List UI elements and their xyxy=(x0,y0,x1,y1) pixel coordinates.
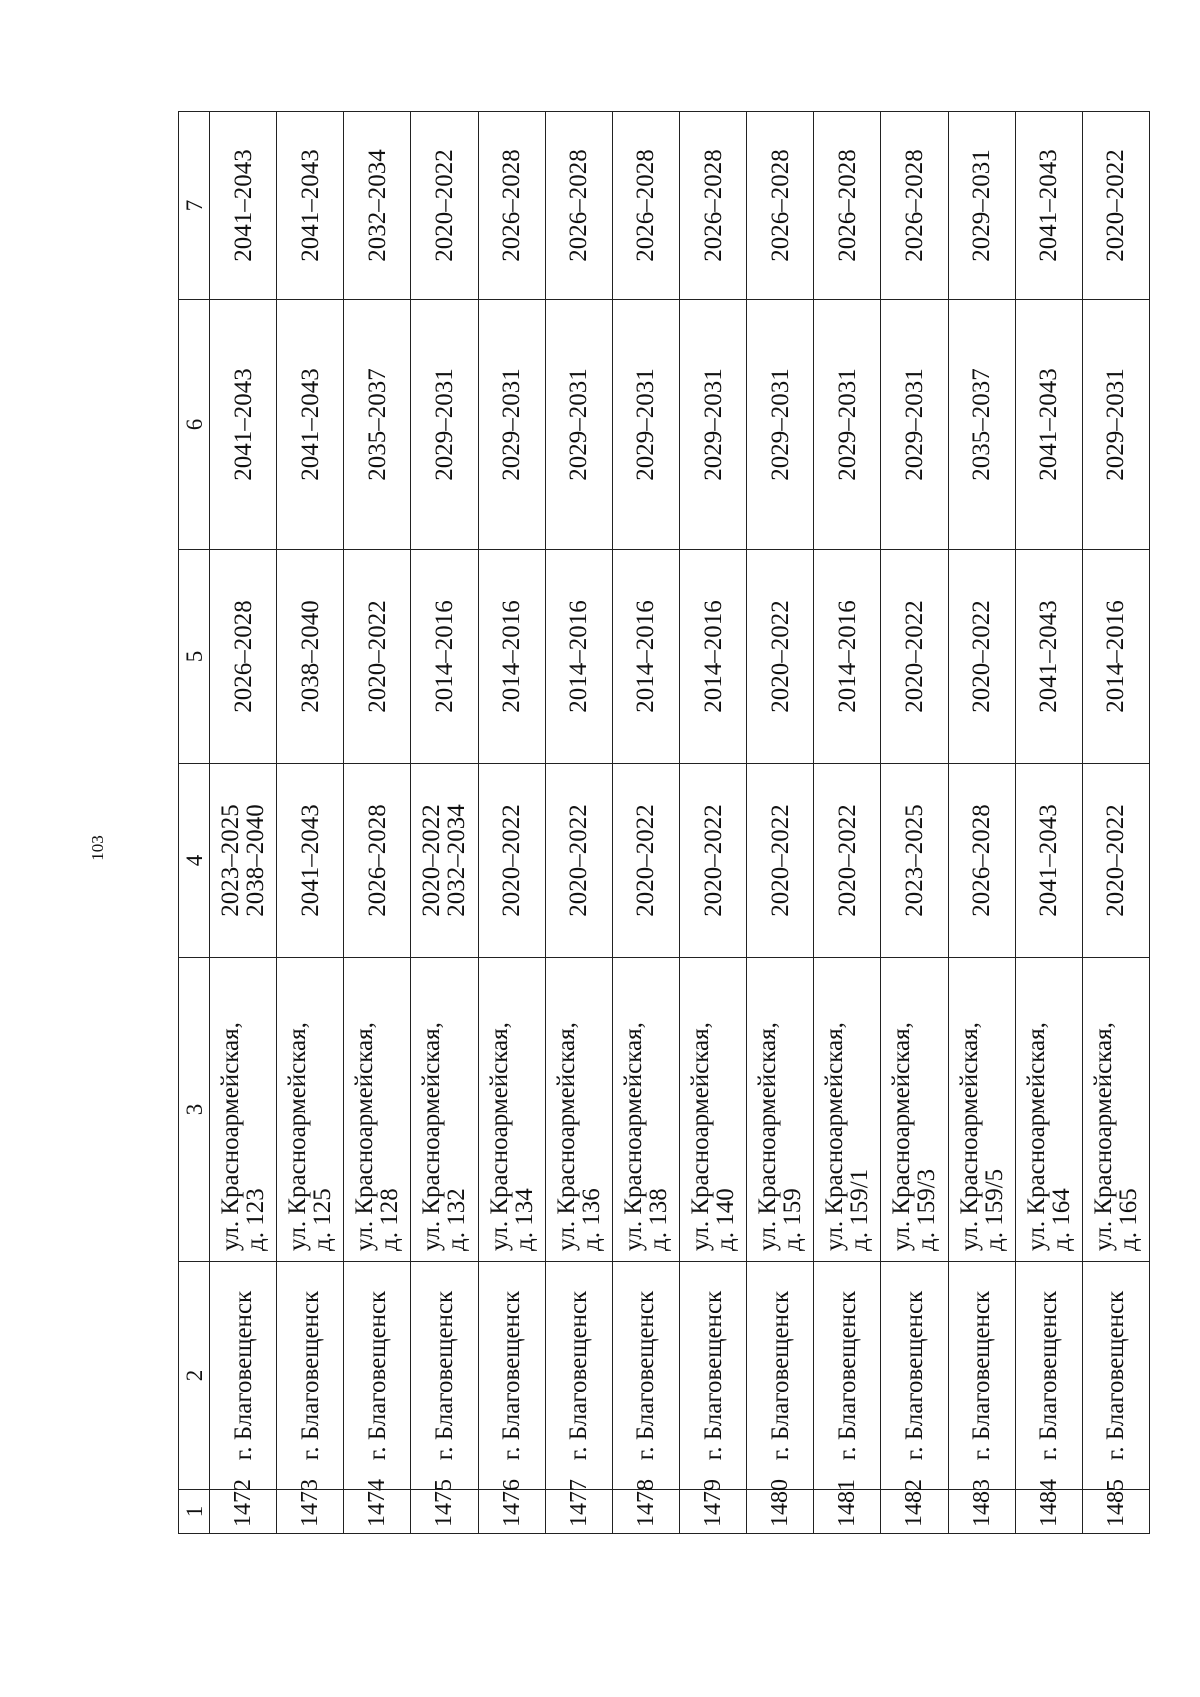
column-6-period: 2029–2031 xyxy=(900,368,928,481)
column-header-2: 2 xyxy=(179,1262,210,1490)
column-7-cell xyxy=(545,112,612,300)
table-row xyxy=(411,112,478,1534)
column-header-3: 3 xyxy=(179,958,210,1262)
column-header-5: 5 xyxy=(179,550,210,764)
column-6-period: 2029–2031 xyxy=(498,368,526,481)
column-4-period: 2026–2028 xyxy=(363,804,391,917)
column-5-period: 2020–2022 xyxy=(766,600,794,713)
column-4-cell xyxy=(679,764,746,958)
column-7-period: 2026–2028 xyxy=(498,149,526,262)
column-7-period: 2029–2031 xyxy=(968,149,996,262)
page-number: 103 xyxy=(88,835,107,861)
city: г. Благовещенск xyxy=(1102,1290,1130,1461)
column-4-period: 2041–2043 xyxy=(1035,804,1063,917)
address-cell xyxy=(881,958,948,1262)
column-4-period: 2020–2022 xyxy=(498,804,526,917)
row-number: 1473 xyxy=(297,1479,324,1527)
column-7-period: 2020–2022 xyxy=(1102,149,1130,262)
column-5-period: 2020–2022 xyxy=(363,600,391,713)
column-header-7: 7 xyxy=(179,112,210,300)
column-5-cell xyxy=(210,550,277,764)
column-5-period: 2041–2043 xyxy=(1035,600,1063,713)
column-6-period: 2029–2031 xyxy=(565,368,593,481)
street: ул. Красноармейская, xyxy=(687,1022,715,1251)
column-7-cell xyxy=(612,112,679,300)
row-number-cell xyxy=(881,1479,948,1534)
address-cell xyxy=(411,958,478,1262)
row-number: 1483 xyxy=(968,1479,995,1527)
table-row xyxy=(948,112,1015,1534)
row-number-cell xyxy=(612,1479,679,1534)
city-cell xyxy=(948,1262,1015,1490)
column-4-period: 2020–2022 xyxy=(565,804,593,917)
column-7-period: 2026–2028 xyxy=(632,149,660,262)
house-number: д. 165 xyxy=(1114,1188,1142,1251)
street: ул. Красноармейская, xyxy=(955,1022,983,1251)
city-cell xyxy=(277,1262,344,1490)
row-number-cell xyxy=(478,1479,545,1534)
house-number: д. 138 xyxy=(644,1188,672,1251)
city: г. Благовещенск xyxy=(565,1290,593,1461)
row-number: 1485 xyxy=(1102,1479,1129,1527)
street: ул. Красноармейская, xyxy=(1089,1022,1117,1251)
row-number: 1479 xyxy=(700,1479,727,1527)
city-cell xyxy=(344,1262,411,1490)
column-4-period: 2026–2028 xyxy=(968,804,996,917)
column-7-period: 2020–2022 xyxy=(430,149,458,262)
rotated-table-frame xyxy=(178,112,1150,1534)
street: ул. Красноармейская, xyxy=(619,1022,647,1251)
column-6-period: 2035–2037 xyxy=(363,368,391,481)
table-row xyxy=(1015,112,1082,1534)
row-number-cell xyxy=(344,1479,411,1534)
table-row xyxy=(545,112,612,1534)
street: ул. Красноармейская, xyxy=(1022,1022,1050,1251)
table-row xyxy=(277,112,344,1534)
column-4-cell xyxy=(478,764,545,958)
city-cell xyxy=(612,1262,679,1490)
street: ул. Красноармейская, xyxy=(418,1022,446,1251)
column-5-cell xyxy=(814,550,881,764)
column-4-cell xyxy=(1015,764,1082,958)
column-5-period: 2014–2016 xyxy=(430,600,458,713)
city: г. Благовещенск xyxy=(229,1290,257,1461)
column-6-period: 2029–2031 xyxy=(1102,368,1130,481)
house-number: д. 134 xyxy=(510,1188,538,1251)
city: г. Благовещенск xyxy=(1035,1290,1063,1461)
row-number-cell xyxy=(1082,1479,1149,1534)
address-cell xyxy=(210,958,277,1262)
city: г. Благовещенск xyxy=(430,1290,458,1461)
row-number-cell xyxy=(679,1479,746,1534)
row-number-cell xyxy=(411,1479,478,1534)
column-6-period: 2029–2031 xyxy=(766,368,794,481)
column-5-cell xyxy=(679,550,746,764)
address-cell xyxy=(747,958,814,1262)
column-6-cell xyxy=(1015,300,1082,550)
column-7-period: 2041–2043 xyxy=(1035,149,1063,262)
column-4-period: 2020–2022 xyxy=(1102,804,1130,917)
column-4-cell xyxy=(411,764,478,958)
column-6-cell xyxy=(545,300,612,550)
row-number: 1482 xyxy=(901,1479,928,1527)
column-7-period: 2026–2028 xyxy=(900,149,928,262)
city: г. Благовещенск xyxy=(296,1290,324,1461)
table-row xyxy=(478,112,545,1534)
city-cell xyxy=(210,1262,277,1490)
row-number: 1474 xyxy=(364,1479,391,1527)
table-row xyxy=(881,112,948,1534)
city-cell xyxy=(814,1262,881,1490)
column-header-4: 4 xyxy=(179,764,210,958)
house-number: д. 159/3 xyxy=(913,1168,941,1251)
house-number: д. 125 xyxy=(309,1188,337,1251)
table-row xyxy=(1082,112,1149,1534)
column-4-period: 2020–2022 xyxy=(766,804,794,917)
street: ул. Красноармейская, xyxy=(888,1022,916,1251)
column-7-period: 2041–2043 xyxy=(229,149,257,262)
column-5-period: 2038–2040 xyxy=(296,600,324,713)
column-7-cell xyxy=(948,112,1015,300)
address-cell xyxy=(814,958,881,1262)
row-number: 1484 xyxy=(1035,1479,1062,1527)
column-7-cell xyxy=(277,112,344,300)
table-row xyxy=(814,112,881,1534)
address-cell xyxy=(344,958,411,1262)
column-5-cell xyxy=(612,550,679,764)
column-5-cell xyxy=(948,550,1015,764)
column-5-cell xyxy=(545,550,612,764)
column-5-period: 2014–2016 xyxy=(498,600,526,713)
column-6-cell xyxy=(344,300,411,550)
column-5-cell xyxy=(478,550,545,764)
city: г. Благовещенск xyxy=(632,1290,660,1461)
column-4-period: 2020–2022 xyxy=(418,804,446,917)
column-5-period: 2014–2016 xyxy=(565,600,593,713)
city: г. Благовещенск xyxy=(363,1290,391,1461)
row-number-cell xyxy=(948,1479,1015,1534)
column-4-cell xyxy=(344,764,411,958)
column-7-period: 2026–2028 xyxy=(833,149,861,262)
address-cell xyxy=(277,958,344,1262)
row-number-cell xyxy=(747,1479,814,1534)
street: ул. Красноармейская, xyxy=(217,1022,245,1251)
house-number: д. 159 xyxy=(779,1188,807,1251)
column-7-cell xyxy=(814,112,881,300)
column-5-period: 2014–2016 xyxy=(699,600,727,713)
column-6-cell xyxy=(277,300,344,550)
address-cell xyxy=(545,958,612,1262)
house-number: д. 128 xyxy=(376,1188,404,1251)
column-6-cell xyxy=(814,300,881,550)
column-7-cell xyxy=(881,112,948,300)
city-cell xyxy=(411,1262,478,1490)
column-6-period: 2029–2031 xyxy=(632,368,660,481)
column-6-period: 2041–2043 xyxy=(1035,368,1063,481)
city: г. Благовещенск xyxy=(498,1290,526,1461)
city: г. Благовещенск xyxy=(833,1290,861,1461)
table-row xyxy=(679,112,746,1534)
column-5-cell xyxy=(344,550,411,764)
row-number: 1475 xyxy=(431,1479,458,1527)
column-5-cell xyxy=(1015,550,1082,764)
house-number: д. 164 xyxy=(1047,1188,1075,1251)
column-7-period: 2026–2028 xyxy=(699,149,727,262)
house-number: д. 132 xyxy=(443,1188,471,1251)
column-4-cell xyxy=(545,764,612,958)
column-5-period: 2014–2016 xyxy=(1102,600,1130,713)
column-6-cell xyxy=(612,300,679,550)
column-6-cell xyxy=(881,300,948,550)
column-4-cell xyxy=(747,764,814,958)
column-7-period: 2026–2028 xyxy=(565,149,593,262)
column-5-cell xyxy=(411,550,478,764)
street: ул. Красноармейская, xyxy=(552,1022,580,1251)
table-row xyxy=(344,112,411,1534)
column-7-cell xyxy=(210,112,277,300)
column-7-cell xyxy=(1082,112,1149,300)
city-cell xyxy=(545,1262,612,1490)
street: ул. Красноармейская, xyxy=(754,1022,782,1251)
row-number: 1480 xyxy=(767,1479,794,1527)
column-6-period: 2029–2031 xyxy=(833,368,861,481)
address-cell xyxy=(612,958,679,1262)
city-cell xyxy=(1082,1262,1149,1490)
column-6-cell xyxy=(478,300,545,550)
city: г. Благовещенск xyxy=(766,1290,794,1461)
address-cell xyxy=(948,958,1015,1262)
row-number: 1477 xyxy=(565,1479,592,1527)
table-row xyxy=(210,112,277,1534)
column-7-period: 2041–2043 xyxy=(296,149,324,262)
column-4-cell xyxy=(612,764,679,958)
row-number-cell xyxy=(545,1479,612,1534)
city-cell xyxy=(881,1262,948,1490)
column-7-cell xyxy=(747,112,814,300)
address-cell xyxy=(478,958,545,1262)
table-row xyxy=(747,112,814,1534)
column-5-period: 2026–2028 xyxy=(229,600,257,713)
house-number: д. 136 xyxy=(577,1188,605,1251)
column-4-cell xyxy=(948,764,1015,958)
rotated-table-container xyxy=(178,112,1150,1534)
column-5-cell xyxy=(747,550,814,764)
city-cell xyxy=(478,1262,545,1490)
column-4-period-extra: 2038–2040 xyxy=(242,804,270,917)
column-6-period: 2041–2043 xyxy=(229,368,257,481)
column-4-cell xyxy=(881,764,948,958)
house-number: д. 159/5 xyxy=(980,1168,1008,1251)
column-6-period: 2035–2037 xyxy=(968,368,996,481)
column-7-cell xyxy=(1015,112,1082,300)
column-5-period: 2020–2022 xyxy=(900,600,928,713)
column-6-period: 2029–2031 xyxy=(699,368,727,481)
row-number-cell xyxy=(210,1479,277,1534)
column-6-period: 2041–2043 xyxy=(296,368,324,481)
column-5-cell xyxy=(881,550,948,764)
header-row xyxy=(179,112,210,1534)
city: г. Благовещенск xyxy=(900,1290,928,1461)
column-4-cell xyxy=(1082,764,1149,958)
house-number: д. 140 xyxy=(712,1188,740,1251)
column-header-1: 1 xyxy=(179,1490,210,1534)
table-row xyxy=(612,112,679,1534)
city-cell xyxy=(679,1262,746,1490)
city: г. Благовещенск xyxy=(968,1290,996,1461)
column-4-period: 2023–2025 xyxy=(900,804,928,917)
row-number: 1478 xyxy=(632,1479,659,1527)
column-4-period: 2020–2022 xyxy=(632,804,660,917)
column-4-period: 2023–2025 xyxy=(217,804,245,917)
column-5-period: 2014–2016 xyxy=(632,600,660,713)
address-cell xyxy=(679,958,746,1262)
column-7-period: 2032–2034 xyxy=(363,149,391,262)
city: г. Благовещенск xyxy=(699,1290,727,1461)
column-7-cell xyxy=(411,112,478,300)
row-number: 1481 xyxy=(834,1479,861,1527)
house-number: д. 123 xyxy=(242,1188,270,1251)
column-6-cell xyxy=(411,300,478,550)
street: ул. Красноармейская, xyxy=(485,1022,513,1251)
column-6-cell xyxy=(679,300,746,550)
column-4-cell xyxy=(277,764,344,958)
column-6-period: 2029–2031 xyxy=(430,368,458,481)
column-4-period-extra: 2032–2034 xyxy=(443,804,471,917)
column-7-cell xyxy=(679,112,746,300)
column-4-period: 2041–2043 xyxy=(296,804,324,917)
column-5-cell xyxy=(277,550,344,764)
row-number-cell xyxy=(1015,1479,1082,1534)
column-6-cell xyxy=(747,300,814,550)
city-cell xyxy=(1015,1262,1082,1490)
street: ул. Красноармейская, xyxy=(284,1022,312,1251)
column-4-cell xyxy=(210,764,277,958)
address-cell xyxy=(1082,958,1149,1262)
house-number: д. 159/1 xyxy=(846,1168,874,1251)
row-number-cell xyxy=(814,1479,881,1534)
column-7-cell xyxy=(478,112,545,300)
column-4-cell xyxy=(814,764,881,958)
row-number-cell xyxy=(277,1479,344,1534)
row-number: 1472 xyxy=(230,1479,257,1527)
column-6-cell xyxy=(1082,300,1149,550)
street: ул. Красноармейская, xyxy=(821,1022,849,1251)
column-6-cell xyxy=(948,300,1015,550)
column-5-period: 2020–2022 xyxy=(968,600,996,713)
column-6-cell xyxy=(210,300,277,550)
column-7-cell xyxy=(344,112,411,300)
column-4-period: 2020–2022 xyxy=(833,804,861,917)
column-5-cell xyxy=(1082,550,1149,764)
city-cell xyxy=(747,1262,814,1490)
schedule-table xyxy=(178,111,1150,1534)
street: ул. Красноармейская, xyxy=(351,1022,379,1251)
column-5-period: 2014–2016 xyxy=(833,600,861,713)
column-4-period: 2020–2022 xyxy=(699,804,727,917)
address-cell xyxy=(1015,958,1082,1262)
column-header-6: 6 xyxy=(179,300,210,550)
column-7-period: 2026–2028 xyxy=(766,149,794,262)
row-number: 1476 xyxy=(498,1479,525,1527)
